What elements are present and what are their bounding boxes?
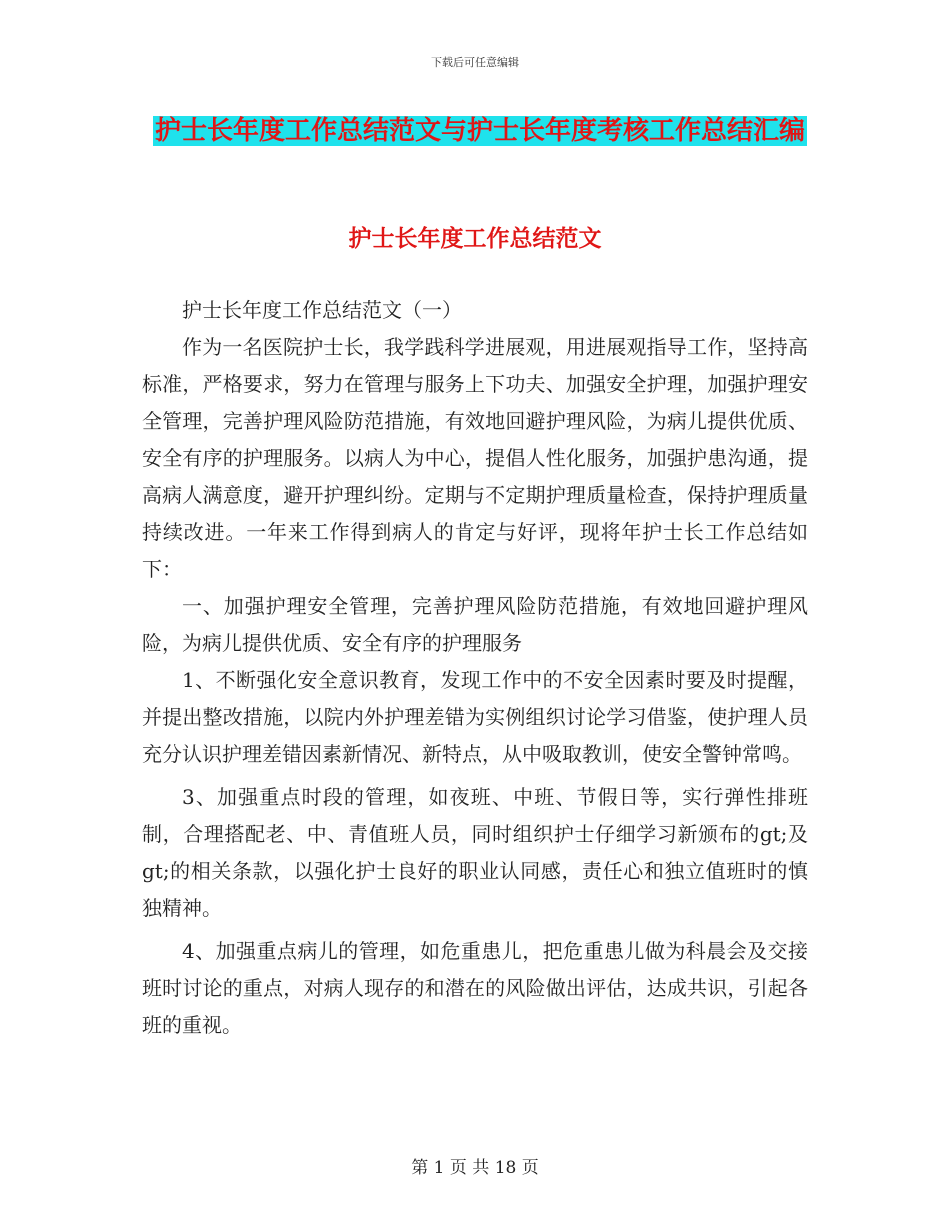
paragraph-subheading: 护士长年度工作总结范文（一） [182,298,462,322]
page-footer: 第 1 页 共 18 页 [411,1158,539,1178]
header-note: 下载后可任意编辑 [431,56,519,69]
section-title: 护士长年度工作总结范文 [348,226,602,252]
paragraph-point-one: 一、加强护理安全管理，完善护理风险防范措施，有效地回避护理风险，为病儿提供优质、安全有序的护理服务 [142,594,808,655]
paragraph-item-4: 4、加强重点病儿的管理，如危重患儿，把危重患儿做为科晨会及交接班时讨论的重点，对病人现存的和潜在的风险做出评估，达成共识，引起各班的重视。 [142,939,808,1037]
document-title-text: 护士长年度工作总结范文与护士长年度考核工作总结汇编 [154,116,805,146]
paragraph-item-3: 3、加强重点时段的管理，如夜班、中班、节假日等，实行弹性排班制，合理搭配老、中、青值班人员，同时组织护士仔细学习新颁布的gt;及gt;的相关条款，以强化护士良好的职业认同感，责任心和独立值班时的慎独精神。 [142,785,808,920]
paragraph-intro: 作为一名医院护士长，我学践科学进展观，用进展观指导工作，坚持高标准，严格要求，努力在管理与服务上下功夫、加强安全护理，加强护理安全管理，完善护理风险防范措施，有效地回避护理风险，为病儿提供优质、安全有序的护理服务。以病人为中心，提倡人性化服务，加强护患沟通，提高病人满意度，避开护理纠纷。定期与不定期护理质量检查，保持护理质量持续改进。一年来工作得到病人的肯定与好评，现将年护士长工作总结如下： [142,335,808,581]
paragraph-item-1: 1、不断强化安全意识教育，发现工作中的不安全因素时要及时提醒，并提出整改措施，以院内外护理差错为实例组织讨论学习借鉴，使护理人员充分认识护理差错因素新情况、新特点，从中吸取教训，使安全警钟常鸣。 [142,668,808,766]
document-title [140,110,820,153]
document-body [142,292,808,1044]
